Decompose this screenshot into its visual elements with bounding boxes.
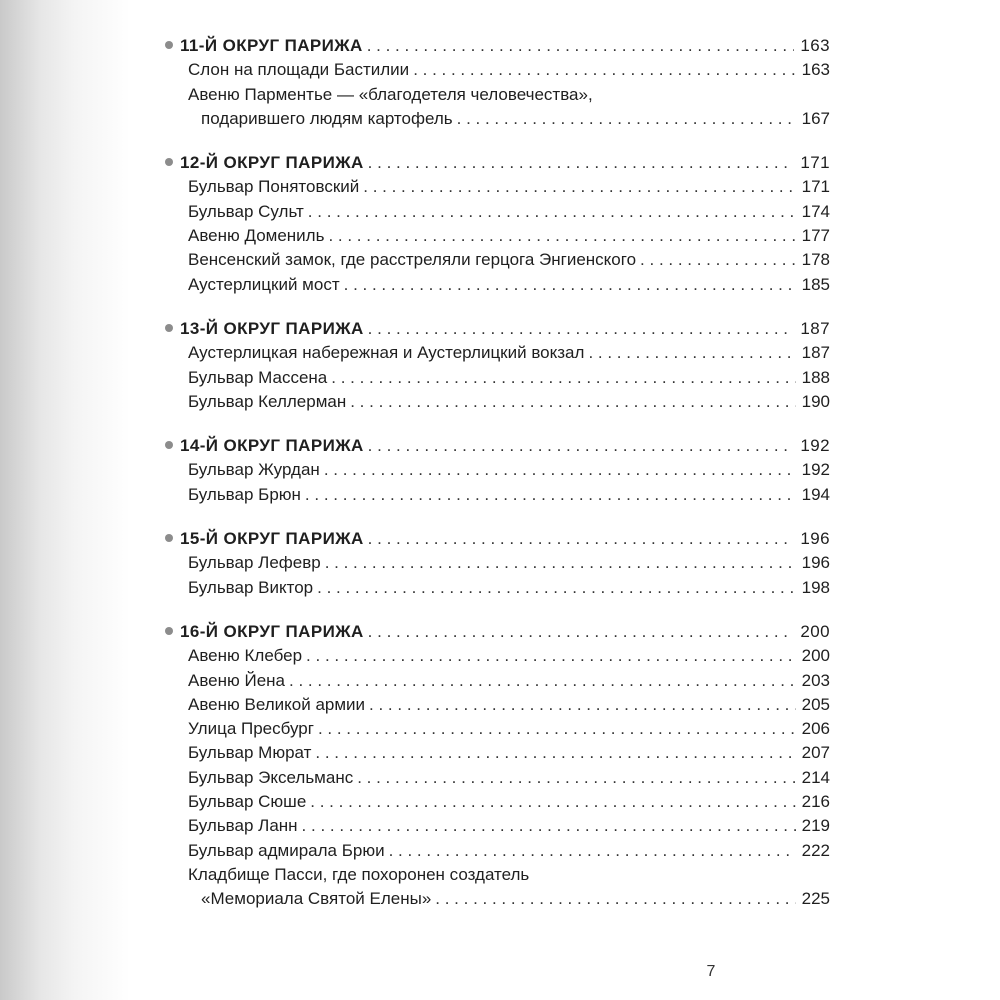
toc-entry-title: Авеню Йена [188, 670, 286, 690]
dot-leader [368, 434, 795, 458]
section-heading [165, 151, 830, 175]
dot-leader [368, 620, 795, 644]
toc-entry-title: Бульвар Ланн [188, 816, 298, 836]
toc-entry [165, 83, 830, 107]
section-heading-title: 15-Й ОКРУГ ПАРИЖА [180, 529, 364, 549]
bullet-icon [165, 158, 173, 166]
toc-entry [165, 551, 830, 575]
toc-entry-title: Бульвар Виктор [188, 577, 314, 597]
dot-leader [302, 814, 796, 838]
toc-entry-title: Авеню Клебер [188, 646, 303, 666]
toc-entry [165, 741, 830, 765]
bullet-icon [165, 441, 173, 449]
toc-entry [165, 669, 830, 693]
toc-entry [165, 644, 830, 668]
dot-leader [350, 390, 795, 414]
toc-entry [165, 863, 830, 887]
toc-entry-page: 222 [801, 840, 830, 860]
section-heading-title: 14-Й ОКРУГ ПАРИЖА [180, 436, 364, 456]
toc-entry-title: Авеню Домениль [188, 226, 325, 246]
dot-leader [368, 317, 795, 341]
toc-entry [165, 273, 830, 297]
bullet-icon [165, 627, 173, 635]
toc-entry [165, 814, 830, 838]
toc-entry-title: Бульвар Эксельманс [188, 767, 354, 787]
toc-entry-title: Авеню Великой армии [188, 694, 366, 714]
section-heading-page: 192 [800, 436, 830, 456]
section-heading [165, 620, 830, 644]
dot-leader [315, 741, 795, 765]
toc-entry-page: 198 [801, 577, 830, 597]
toc-entry-page: 190 [801, 391, 830, 411]
toc-entry-page: 174 [801, 201, 830, 221]
section-heading-title: 13-Й ОКРУГ ПАРИЖА [180, 318, 364, 338]
toc-entry-title: Кладбище Пасси, где похоронен создатель [188, 864, 530, 884]
section-heading-title: 16-Й ОКРУГ ПАРИЖА [180, 621, 364, 641]
bullet-icon [165, 324, 173, 332]
toc-entry [165, 248, 830, 272]
toc-section [165, 317, 830, 414]
dot-leader [363, 175, 795, 199]
toc-entry [165, 224, 830, 248]
dot-leader [317, 576, 795, 600]
section-heading-page: 200 [800, 621, 830, 641]
toc-section [165, 434, 830, 507]
dot-leader [318, 717, 796, 741]
dot-leader [324, 458, 796, 482]
toc-entry-title: Авеню Парментье — «благодетеля человечества», [188, 84, 593, 104]
dot-leader [310, 790, 795, 814]
toc-entry [165, 790, 830, 814]
toc-entry-page: 167 [801, 108, 830, 128]
dot-leader [331, 366, 795, 390]
dot-leader [368, 151, 795, 175]
table-of-contents [165, 34, 830, 932]
toc-entry-page: 185 [801, 274, 830, 294]
dot-leader [369, 693, 796, 717]
toc-entry [165, 839, 830, 863]
toc-entry-page: 207 [801, 743, 830, 763]
toc-entry [165, 58, 830, 82]
toc-entry-page: 171 [801, 177, 830, 197]
toc-section [165, 620, 830, 912]
dot-leader [306, 644, 796, 668]
toc-entry-page: 203 [801, 670, 830, 690]
toc-entry [165, 175, 830, 199]
dot-leader [328, 224, 795, 248]
toc-entry-continuation-text: подарившего людям картофель [201, 108, 453, 128]
toc-entry [165, 576, 830, 600]
toc-entry-title: Бульвар Келлерман [188, 391, 347, 411]
toc-entry [165, 693, 830, 717]
toc-entry-title: Аустерлицкая набережная и Аустерлицкий вокзал [188, 343, 585, 363]
dot-leader [289, 669, 796, 693]
toc-entry [165, 390, 830, 414]
toc-entry-page: 225 [801, 889, 830, 909]
toc-entry-title: Бульвар Мюрат [188, 743, 312, 763]
toc-entry-page: 178 [801, 250, 830, 270]
section-heading-page: 163 [800, 36, 830, 55]
toc-entry-page: 188 [801, 367, 830, 387]
toc-entry-title: Бульвар Сюше [188, 792, 307, 812]
dot-leader [457, 107, 796, 131]
section-heading [165, 527, 830, 551]
section-heading-title: 11-Й ОКРУГ ПАРИЖА [180, 36, 363, 55]
dot-leader [413, 58, 795, 82]
toc-entry-continuation-text: «Мемориала Святой Елены» [201, 889, 432, 909]
toc-entry-title: Бульвар Брюн [188, 484, 301, 504]
toc-entry-page: 196 [801, 553, 830, 573]
toc-entry-continuation [165, 887, 830, 911]
toc-entry-continuation [165, 107, 830, 131]
dot-leader [305, 483, 796, 507]
toc-section [165, 34, 830, 131]
section-heading [165, 434, 830, 458]
toc-entry [165, 717, 830, 741]
toc-section [165, 527, 830, 600]
section-heading [165, 317, 830, 341]
toc-entry-title: Слон на площади Бастилии [188, 60, 410, 80]
toc-entry-page: 216 [801, 792, 830, 812]
dot-leader [357, 766, 795, 790]
section-heading-page: 196 [800, 529, 830, 549]
dot-leader [367, 34, 795, 58]
toc-entry [165, 483, 830, 507]
dot-leader [325, 551, 796, 575]
section-heading-title: 12-Й ОКРУГ ПАРИЖА [180, 153, 364, 173]
toc-entry-page: 163 [801, 60, 830, 80]
section-heading-page: 187 [800, 318, 830, 338]
toc-entry-page: 206 [801, 719, 830, 739]
toc-entry [165, 200, 830, 224]
toc-entry-title: Улица Пресбург [188, 719, 314, 739]
dot-leader [344, 273, 796, 297]
toc-entry [165, 766, 830, 790]
toc-entry-page: 219 [801, 816, 830, 836]
dot-leader [389, 839, 796, 863]
toc-entry-title: Бульвар Лефевр [188, 553, 321, 573]
page-number: 7 [706, 963, 716, 980]
toc-entry [165, 458, 830, 482]
dot-leader [368, 527, 795, 551]
toc-entry-page: 214 [801, 767, 830, 787]
toc-entry-title: Бульвар Сульт [188, 201, 304, 221]
toc-section [165, 151, 830, 297]
dot-leader [435, 887, 795, 911]
toc-entry [165, 366, 830, 390]
toc-entry-title: Бульвар Журдан [188, 460, 320, 480]
toc-entry-page: 205 [801, 694, 830, 714]
toc-entry-title: Венсенский замок, где расстреляли герцога Энгиенского [188, 250, 637, 270]
section-heading-page: 171 [800, 153, 830, 173]
toc-entry-page: 187 [801, 343, 830, 363]
toc-entry-title: Бульвар Понятовский [188, 177, 360, 197]
toc-entry-title: Бульвар Массена [188, 367, 328, 387]
toc-entry-page: 192 [801, 460, 830, 480]
toc-entry-page: 200 [801, 646, 830, 666]
bullet-icon [165, 41, 173, 49]
toc-entry-page: 194 [801, 484, 830, 504]
toc-entry-title: Бульвар адмирала Брюи [188, 840, 385, 860]
toc-entry-page: 177 [801, 226, 830, 246]
section-heading [165, 34, 830, 58]
dot-leader [588, 341, 795, 365]
toc-entry-title: Аустерлицкий мост [188, 274, 340, 294]
toc-entry [165, 341, 830, 365]
bullet-icon [165, 534, 173, 542]
dot-leader [308, 200, 796, 224]
dot-leader [640, 248, 796, 272]
